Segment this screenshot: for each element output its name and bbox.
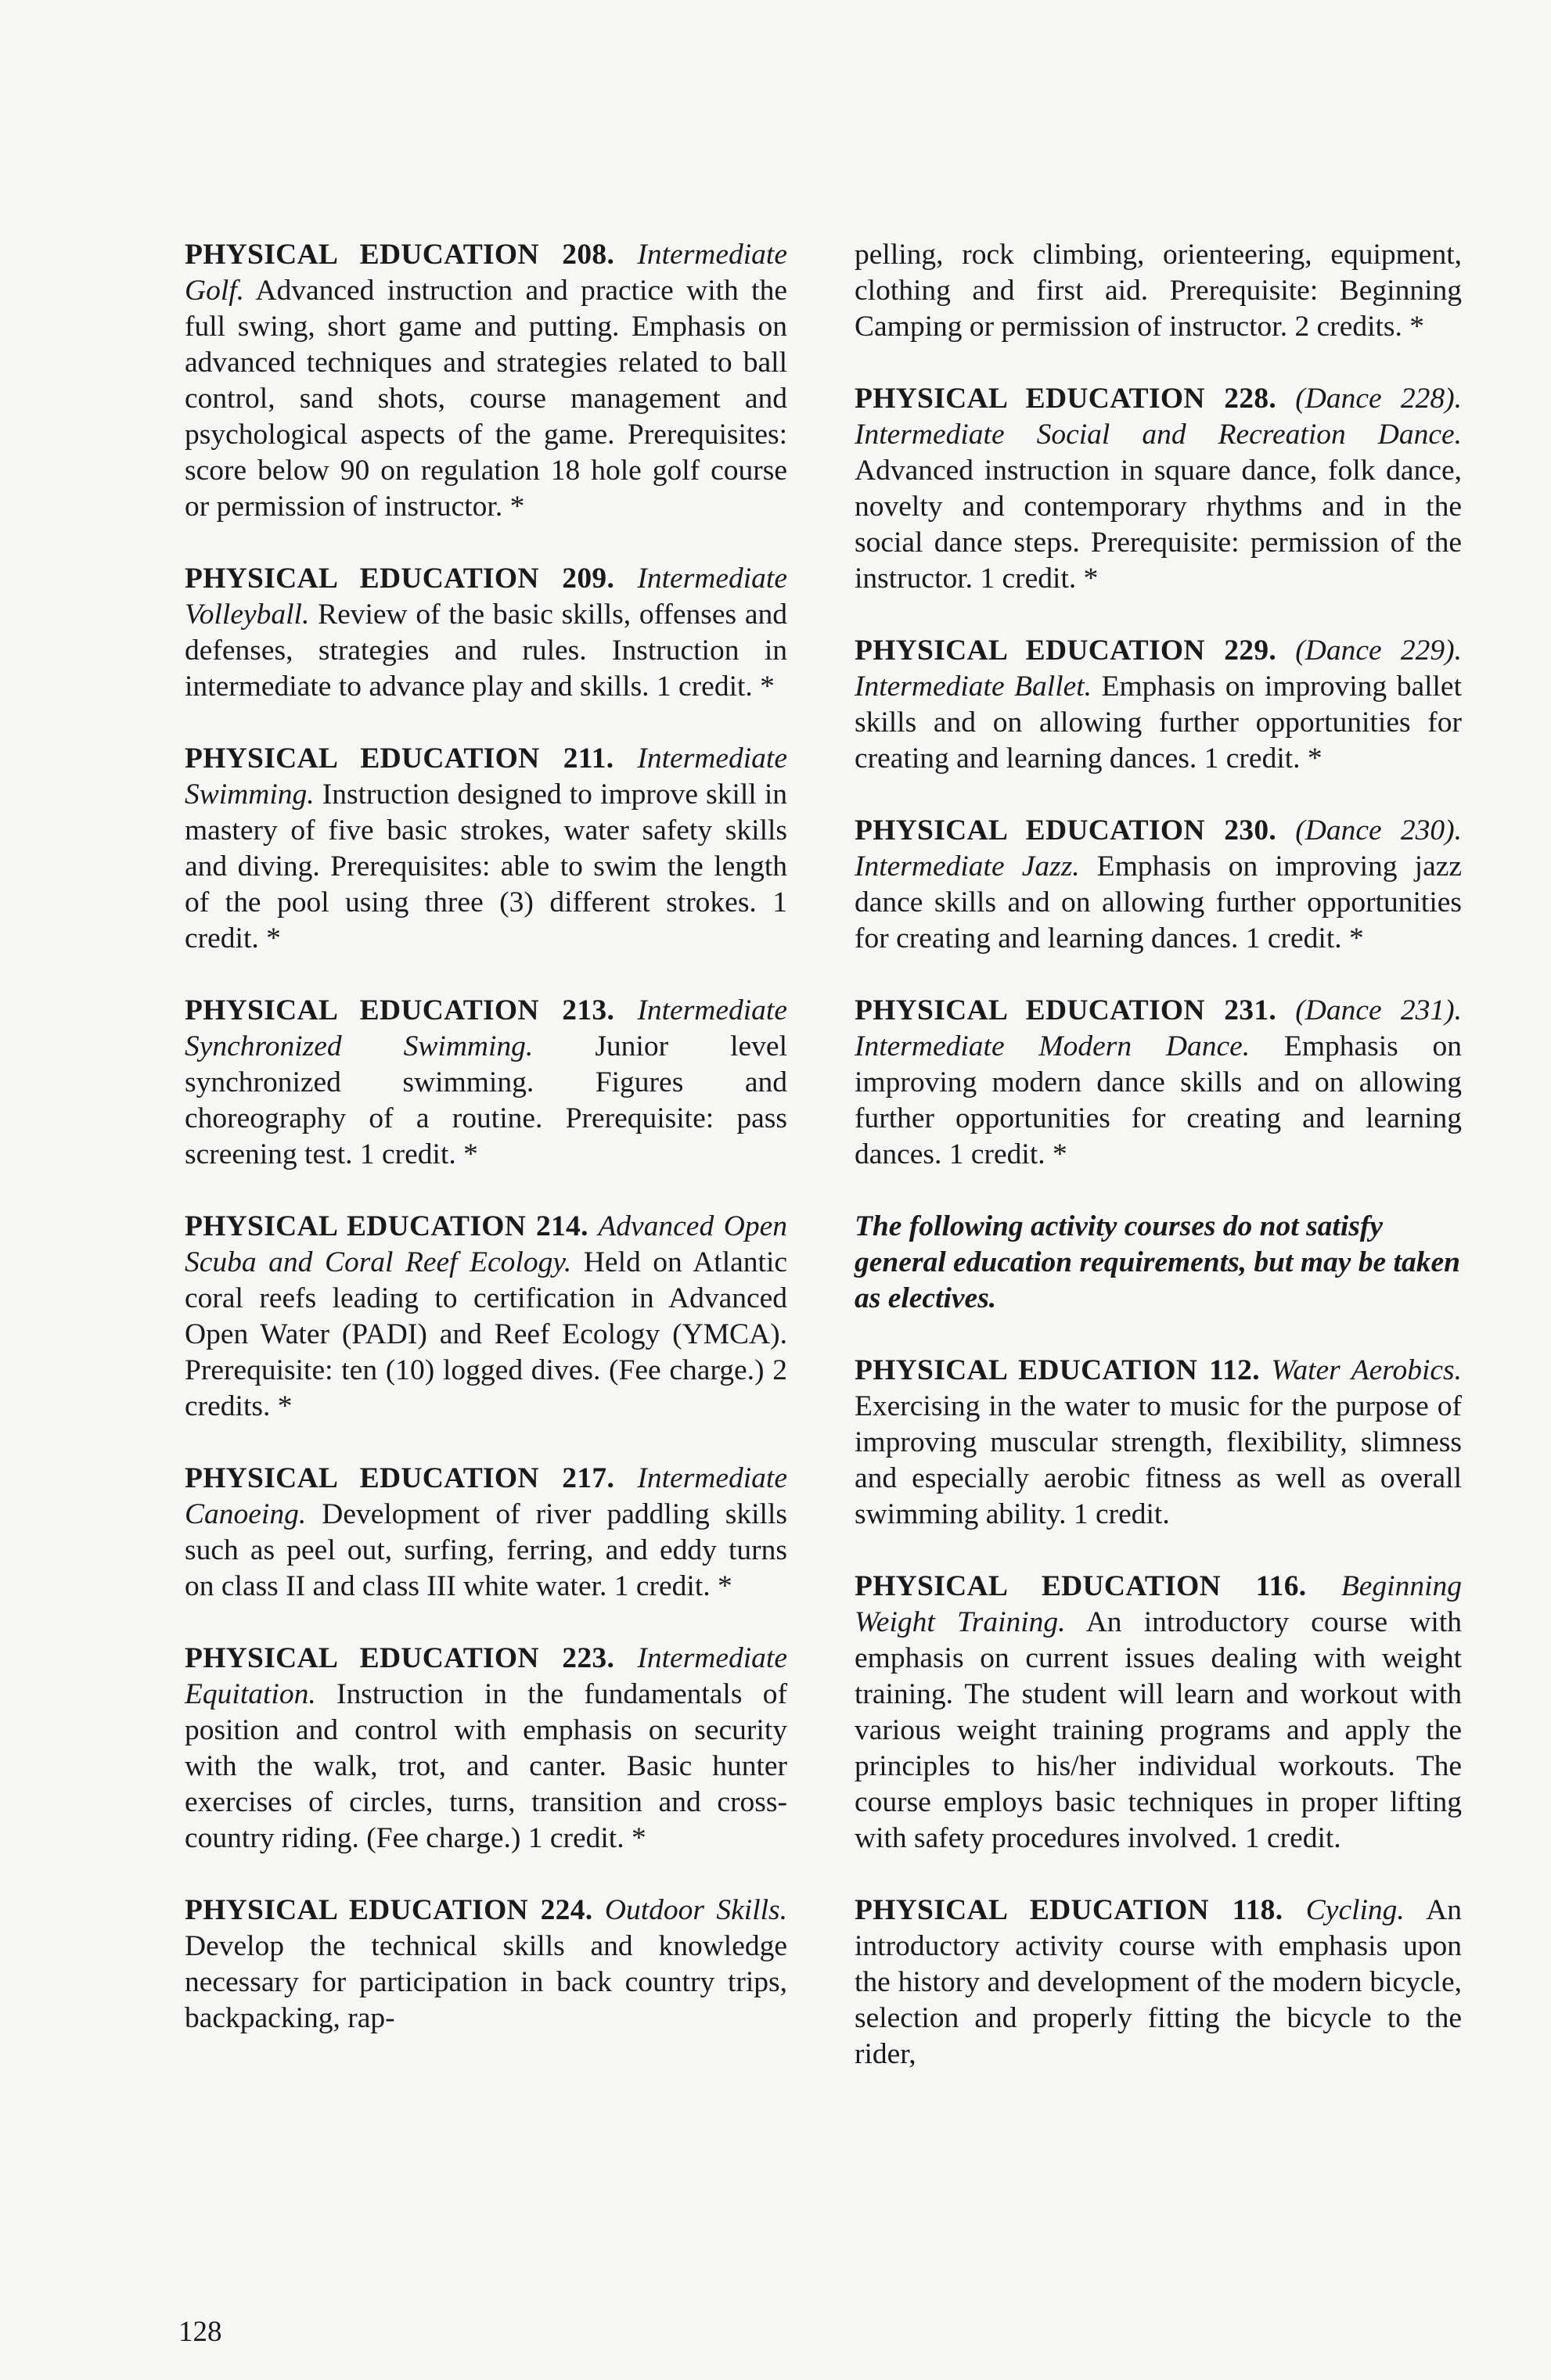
course-description: Review of the basic skills, offenses and defenses, strategies and rules. Instruction in intermediate to advance play and skills. 1 credit. *	[185, 599, 788, 703]
course-heading: PHYSICAL EDUCATION 213.	[185, 994, 615, 1026]
course-heading: PHYSICAL EDUCATION 230.	[855, 814, 1277, 847]
electives-note: The following activity courses do not satisfy general education requirements, but may be taken as electives.	[855, 1210, 1460, 1314]
course-entry-pe-211	[185, 741, 787, 957]
course-heading: PHYSICAL EDUCATION 231.	[855, 994, 1277, 1026]
course-title: Beginning Weight Training.	[855, 1570, 1463, 1638]
course-heading: PHYSICAL EDUCATION 229.	[855, 635, 1277, 667]
course-title: Intermediate Canoeing.	[185, 1462, 787, 1530]
course-title: (Dance 231). Intermediate Modern Dance.	[855, 994, 1462, 1062]
course-heading: PHYSICAL EDUCATION 116.	[855, 1570, 1307, 1602]
course-heading: PHYSICAL EDUCATION 208.	[185, 239, 615, 271]
course-entry-pe-213	[185, 993, 787, 1173]
course-title: Intermediate Volleyball.	[185, 563, 787, 631]
course-heading: PHYSICAL EDUCATION 217.	[185, 1462, 615, 1494]
course-description: Advanced instruction and practice with the full swing, short game and putting. Emphasis on advanced techniques and strategies related to ball control, sand shots, course management and psychological aspects of the game. Prerequisites: score below 90 on regulation 18 hole golf course or permission of instructor. *	[185, 275, 787, 523]
course-entry-pe-231	[855, 993, 1462, 1173]
right-column	[855, 237, 1462, 2109]
course-entry-pe-116	[855, 1569, 1462, 1857]
course-entry-pe-112	[855, 1353, 1462, 1533]
course-title: Intermediate Swimming.	[185, 742, 787, 811]
course-description: Junior level synchronized swimming. Figures and choreography of a routine. Prerequisite: pass screening test. 1 credit. *	[185, 1030, 787, 1170]
course-heading: PHYSICAL EDUCATION 209.	[185, 563, 615, 595]
page-number: 128	[178, 2316, 222, 2348]
course-description: Held on Atlantic coral reefs leading to certification in Advanced Open Water (PADI) and Reef Ecology (YMCA). Prerequisite: ten (10) logged dives. (Fee charge.) 2 credits. *	[185, 1246, 788, 1422]
left-column	[185, 237, 787, 2073]
course-heading: PHYSICAL EDUCATION 112.	[855, 1354, 1260, 1386]
course-title: Intermediate Equitation.	[185, 1642, 787, 1710]
course-heading: PHYSICAL EDUCATION 228.	[855, 383, 1277, 415]
course-title: Intermediate Synchronized Swimming.	[185, 994, 787, 1062]
course-entry-pe-223	[185, 1641, 787, 1857]
course-heading: PHYSICAL EDUCATION 214.	[185, 1210, 588, 1242]
course-description: Emphasis on improving modern dance skills and on allowing further opportunities for creating and learning dances. 1 credit. *	[855, 1030, 1463, 1170]
course-title: Cycling.	[1305, 1894, 1405, 1926]
course-title: Intermediate Golf.	[185, 239, 787, 307]
course-entry-pe-230	[855, 813, 1462, 957]
course-title: Water Aerobics.	[1271, 1354, 1463, 1386]
course-entry-pe-118	[855, 1893, 1462, 2073]
course-title: (Dance 230). Intermediate Jazz.	[855, 814, 1462, 883]
course-entry-pe-217	[185, 1461, 787, 1605]
course-description: An introductory activity course with emphasis upon the history and development of the modern bicycle, selection and properly fitting the bicycle to the rider,	[855, 1894, 1462, 2070]
course-entry-pe-228	[855, 381, 1462, 597]
course-entry-continuation: pelling, rock climbing, orienteering, equipment, clothing and first aid. Prerequisite: Beginning Camping or permission of instructor. 2 credits. *	[855, 239, 1462, 343]
course-description: Emphasis on improving jazz dance skills and on allowing further opportunities for creating and learning dances. 1 credit. *	[855, 850, 1463, 955]
course-title: Outdoor Skills.	[604, 1894, 787, 1926]
course-description: Exercising in the water to music for the purpose of improving muscular strength, flexibility, slimness and especially aerobic fitness as well as overall swimming ability. 1 credit.	[855, 1390, 1462, 1530]
course-description: Development of river paddling skills such as peel out, surfing, ferring, and eddy turns on class II and class III white water. 1 credit. *	[185, 1498, 787, 1602]
course-description: Advanced instruction in square dance, folk dance, novelty and contemporary rhythms and in the social dance steps. Prerequisite: permission of the instructor. 1 credit. *	[855, 455, 1462, 595]
course-description: Develop the technical skills and knowledge necessary for participation in back country trips, backpacking, rap-	[185, 1930, 787, 2034]
course-description: Instruction in the fundamentals of position and control with emphasis on security with the walk, trot, and canter. Basic hunter exercises of circles, turns, transition and cross-country riding. (Fee charge.) 1 credit. *	[185, 1678, 787, 1854]
course-title: (Dance 228). Intermediate Social and Recreation Dance.	[855, 383, 1462, 451]
course-heading: PHYSICAL EDUCATION 118.	[855, 1894, 1283, 1926]
course-description: Instruction designed to improve skill in mastery of five basic strokes, water safety skills and diving. Prerequisites: able to swim the length of the pool using three (3) different strokes. 1 credit. *	[185, 778, 788, 955]
course-entry-pe-214	[185, 1209, 787, 1425]
course-heading: PHYSICAL EDUCATION 224.	[185, 1894, 593, 1926]
course-title: (Dance 229). Intermediate Ballet.	[855, 635, 1462, 703]
course-entry-pe-209	[185, 561, 787, 705]
course-title: Advanced Open Scuba and Coral Reef Ecology.	[185, 1210, 787, 1278]
course-description: An introductory course with emphasis on current issues dealing with weight training. The student will learn and workout with various weight training programs and apply the principles to his/her individual workouts. The course employs basic techniques in proper lifting with safety procedures involved. 1 credit.	[855, 1606, 1462, 1854]
course-description: Emphasis on improving ballet skills and on allowing further opportunities for creating and learning dances. 1 credit. *	[855, 670, 1462, 775]
course-entry-pe-208	[185, 237, 787, 525]
course-entry-pe-229	[855, 633, 1462, 777]
course-heading: PHYSICAL EDUCATION 223.	[185, 1642, 615, 1674]
course-entry-pe-224	[185, 1893, 787, 2037]
course-heading: PHYSICAL EDUCATION 211.	[185, 742, 614, 775]
